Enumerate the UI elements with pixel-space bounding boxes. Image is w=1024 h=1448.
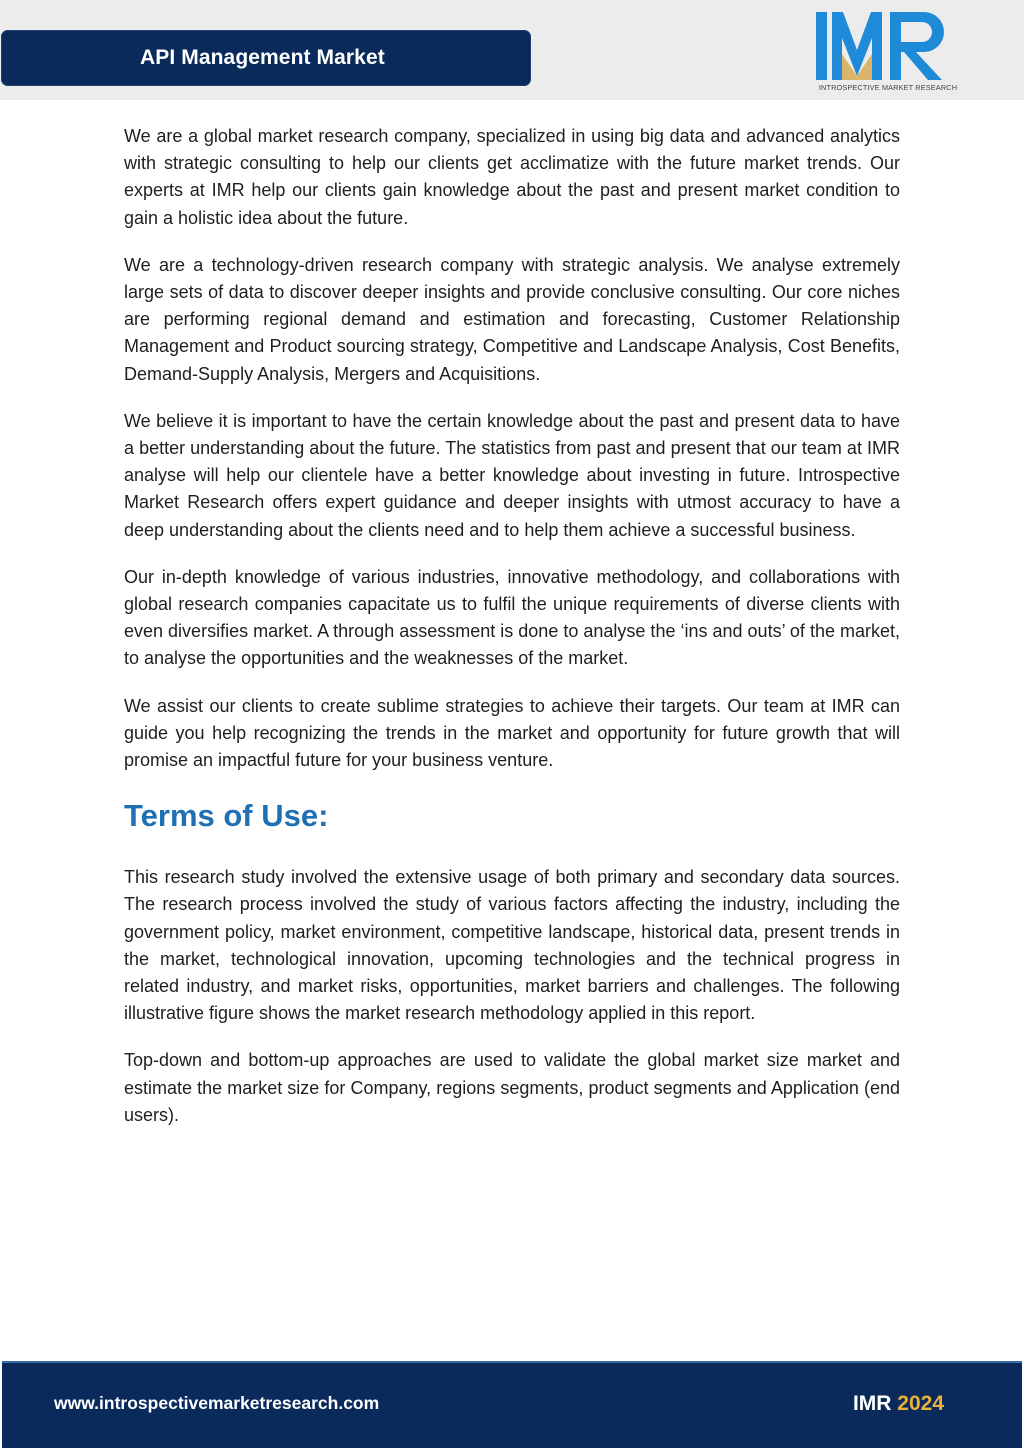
terms-heading: Terms of Use: xyxy=(124,798,329,834)
footer-brand xyxy=(853,1392,944,1416)
terms-paragraph: Top-down and bottom-up approaches are used to validate the global market size market and estimate the market size for Company, regions segments, product segments and Application (end users). xyxy=(124,1050,900,1125)
document-body xyxy=(124,123,900,1149)
body-paragraph: We believe it is important to have the certain knowledge about the past and present data to have a better understanding about the future. The statistics from past and present that our team at IMR analyse will help our clientele have a better knowledge about investing in future. Introspective Market Research offers expert guidance and deeper insights with utmost accuracy to have a deep understanding about the clients need and to help them achieve a successful business. xyxy=(124,410,900,540)
logo-caption: INTROSPECTIVE MARKET RESEARCH xyxy=(818,83,958,92)
footer-brand-name: IMR xyxy=(852,1392,892,1415)
footer-year: 2024 xyxy=(897,1392,944,1415)
body-paragraph: We are a global market research company, specialized in using big data and advanced analytics with strategic consulting to help our clients get acclimatize with the future market trends. Our experts at IMR help our clients gain knowledge about the past and present market condition to gain a holistic idea about the future. xyxy=(124,126,900,228)
body-paragraph: We are a technology-driven research company with strategic analysis. We analyse extremely large sets of data to discover deeper insights and provide conclusive consulting. Our core niches are performing regional demand and estimation and forecasting, Customer Relationship Management and Product sourcing strategy, Competitive and Landscape Analysis, Cost Benefits, Demand-Supply Analysis, Mergers and Acquisitions. xyxy=(124,254,900,384)
terms-paragraph: This research study involved the extensive usage of both primary and secondary data sources. The research process involved the study of various factors affecting the industry, including the government policy, market environment, competitive landscape, historical data, present trends in the market, technological innovation, upcoming technologies and the technical progress in related industry, and market risks, opportunities, market barriers and challenges. The following illustrative figure shows the market research methodology applied in this report. xyxy=(124,867,900,1024)
imr-logo xyxy=(812,10,964,96)
body-paragraph: We assist our clients to create sublime strategies to achieve their targets. Our team at IMR can guide you help recognizing the trends in the market and opportunity for future growth that will promise an impactful future for your business venture. xyxy=(124,695,900,771)
body-paragraph: Our in-depth knowledge of various industries, innovative methodology, and collaborations with global research companies capacitate us to fulfil the unique requirements of diverse clients with even diversifies market. A through assessment is done to analyse the ‘ins and outs’ of the market, to analyse the opportunities and the weaknesses of the market. xyxy=(124,566,900,669)
footer-website-link[interactable]: www.introspectivemarketresearch.com xyxy=(54,1393,380,1413)
report-title-bar xyxy=(1,30,531,86)
report-title: API Management Market xyxy=(140,46,385,69)
footer-bar xyxy=(2,1361,1022,1448)
imr-logo-icon xyxy=(812,10,964,82)
